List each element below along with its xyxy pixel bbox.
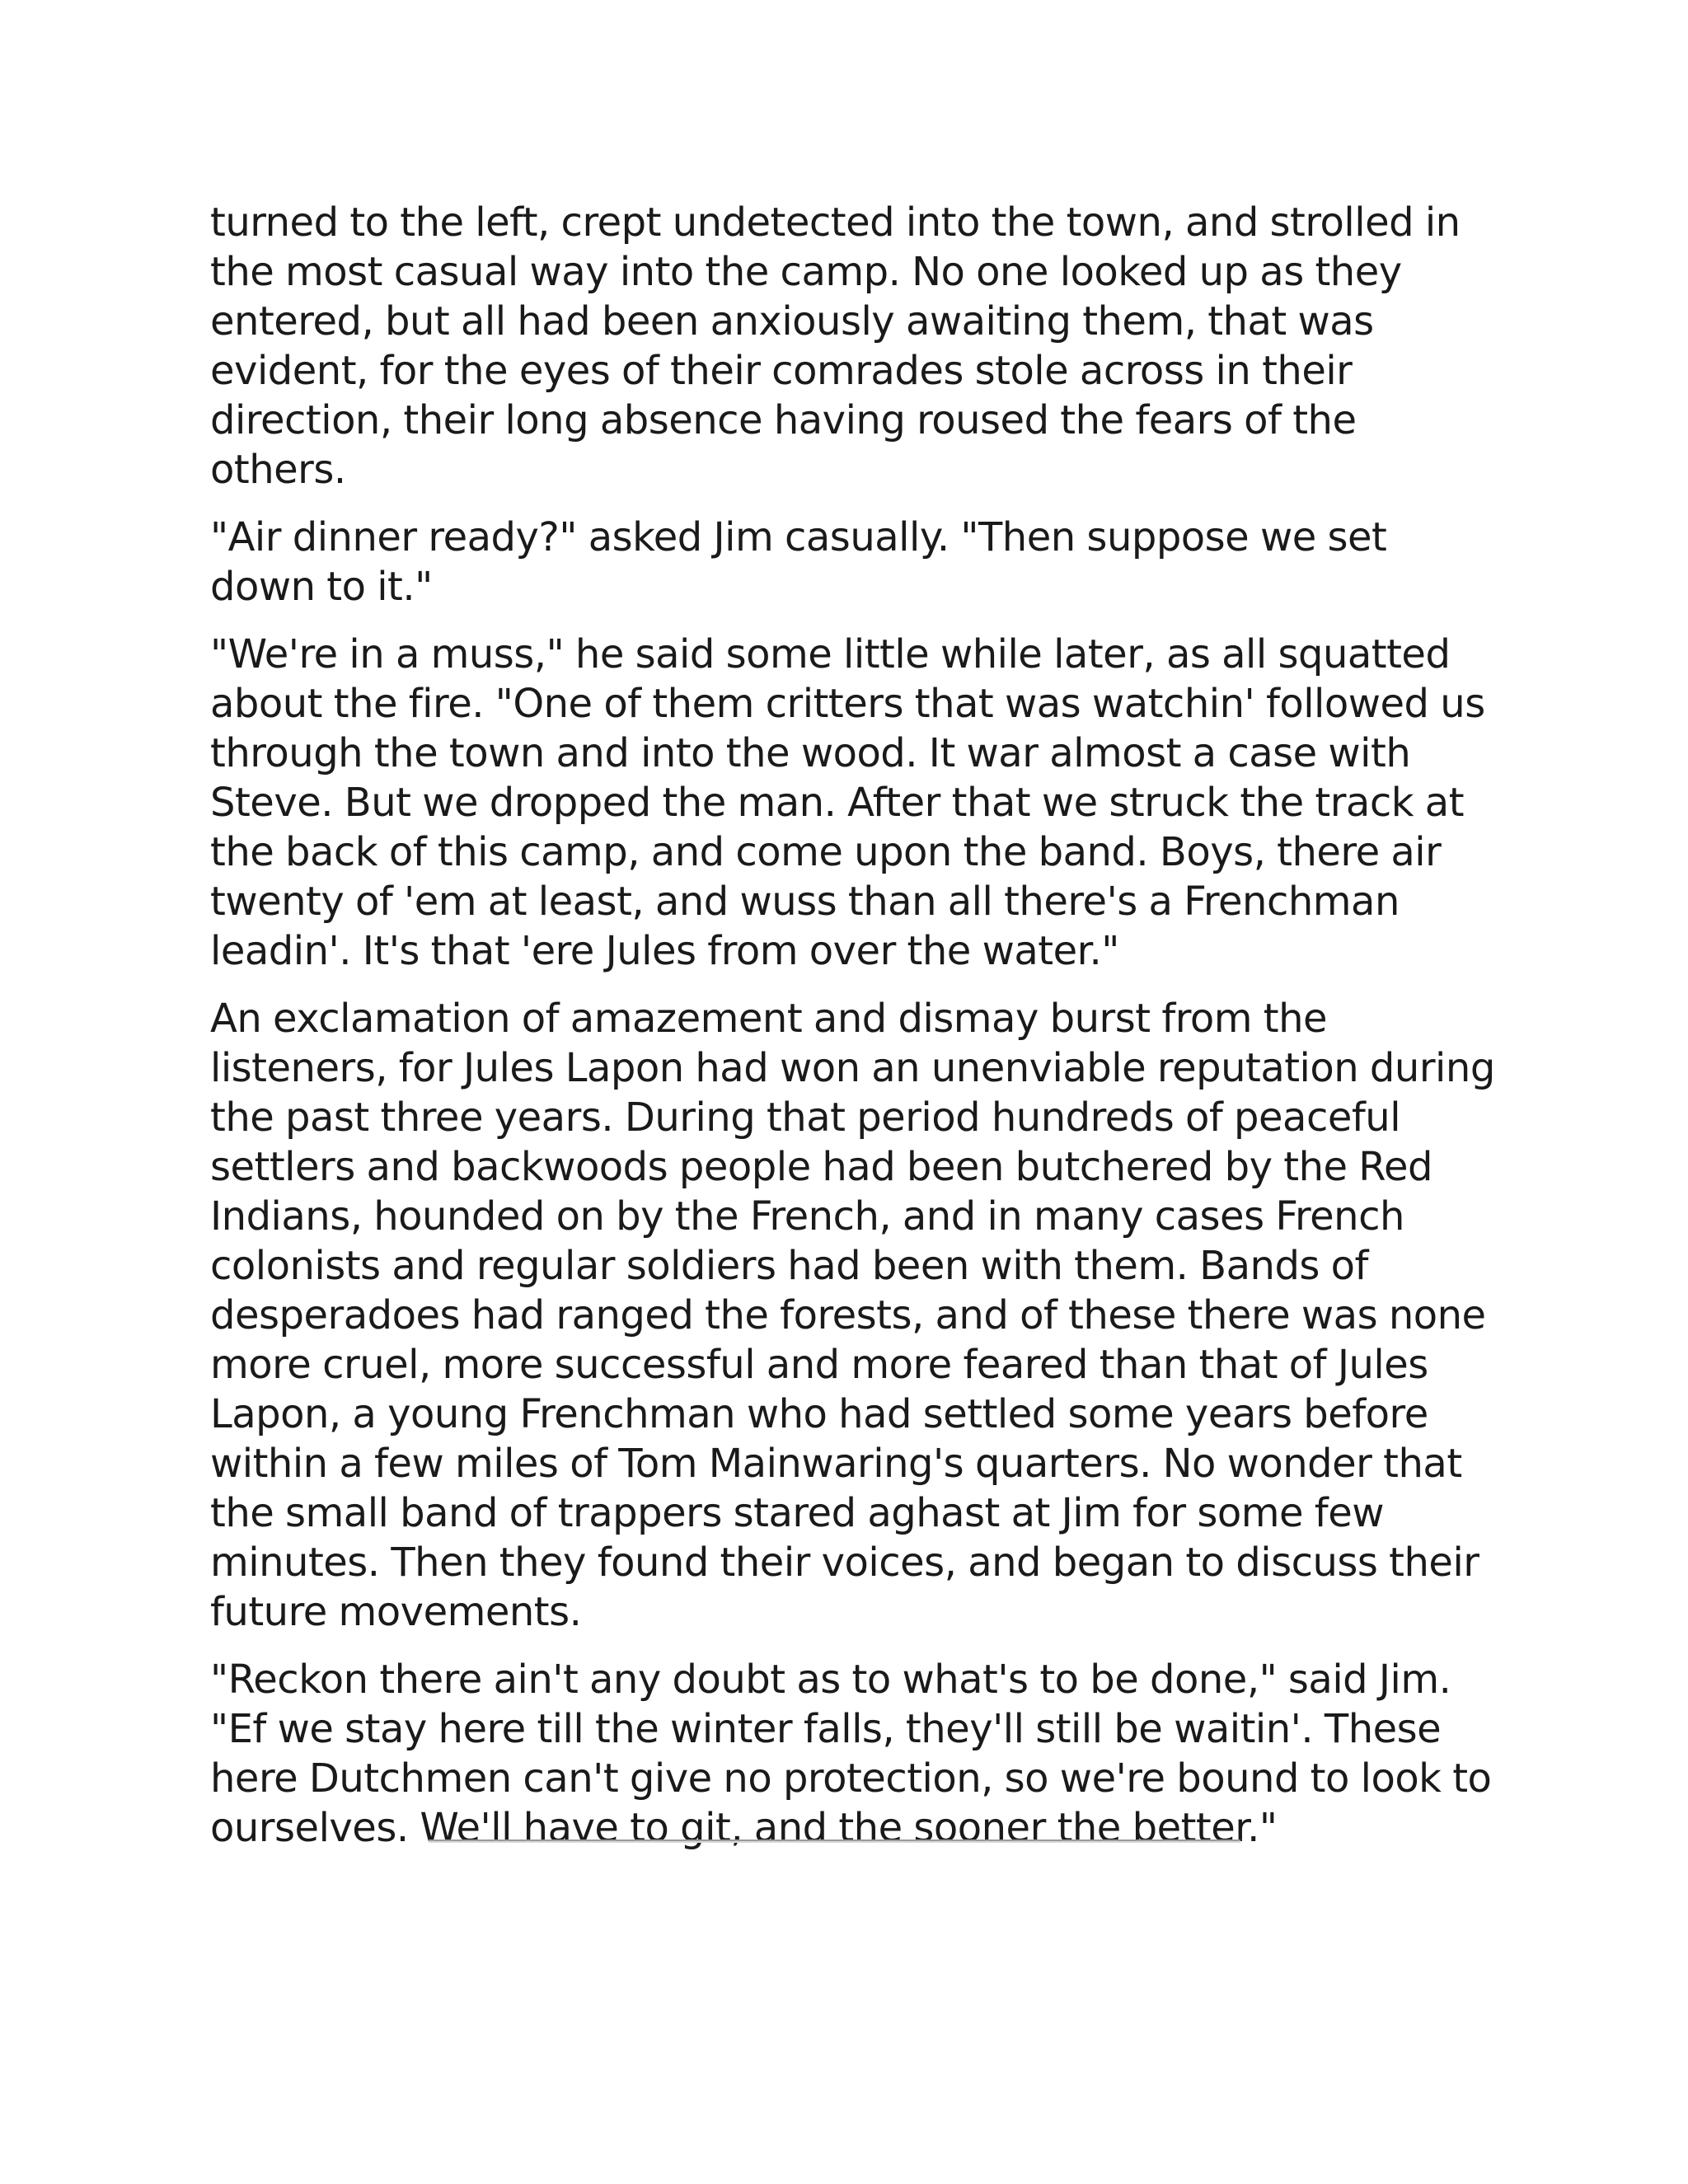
section-divider — [429, 1840, 1240, 1843]
paragraph-3: "We're in a muss," he said some little while later, as all squatted about the fire. "One of them critters that was watchin' followed us through the town and into the wood. It war almost a case with Steve. But we dropped the man. After that we struck the track at the back of this camp, and come upon the band. Boys, there air twenty of 'em at least, and wuss than all there's a Frenchman leadin'. It's that 'ere Jules from over the water." — [210, 631, 1485, 974]
page-body — [210, 198, 1496, 1871]
paragraph-2: "Air dinner ready?" asked Jim casually. "Then suppose we set down to it." — [210, 514, 1387, 610]
paragraph-1: turned to the left, crept undetected into the town, and strolled in the most casual way into the camp. No one looked up as they entered, but all had been anxiously awaiting them, that was evident, for the eyes of their comrades stole across in their direction, their long absence having roused the fears of the others. — [210, 199, 1461, 493]
paragraph-5: "Reckon there ain't any doubt as to what's to be done," said Jim. "Ef we stay here till the winter falls, they'll still be waitin'. These here Dutchmen can't give no protection, so we're bound to look to ourselves. We'll have to git, and the sooner the better." — [210, 1657, 1492, 1851]
paragraph-4: An exclamation of amazement and dismay burst from the listeners, for Jules Lapon had won an unenviable reputation during the past three years. During that period hundreds of peaceful settlers and backwoods people had been butchered by the Red Indians, hounded on by the French, and in many cases French colonists and regular soldiers had been with them. Bands of desperadoes had ranged the forests, and of these there was none more cruel, more successful and more feared than that of Jules Lapon, a young Frenchman who had settled some years before within a few miles of Tom Mainwaring's quarters. No wonder that the small band of trappers stared aghast at Jim for some few minutes. Then they found their voices, and began to discuss their future movements. — [210, 996, 1495, 1635]
